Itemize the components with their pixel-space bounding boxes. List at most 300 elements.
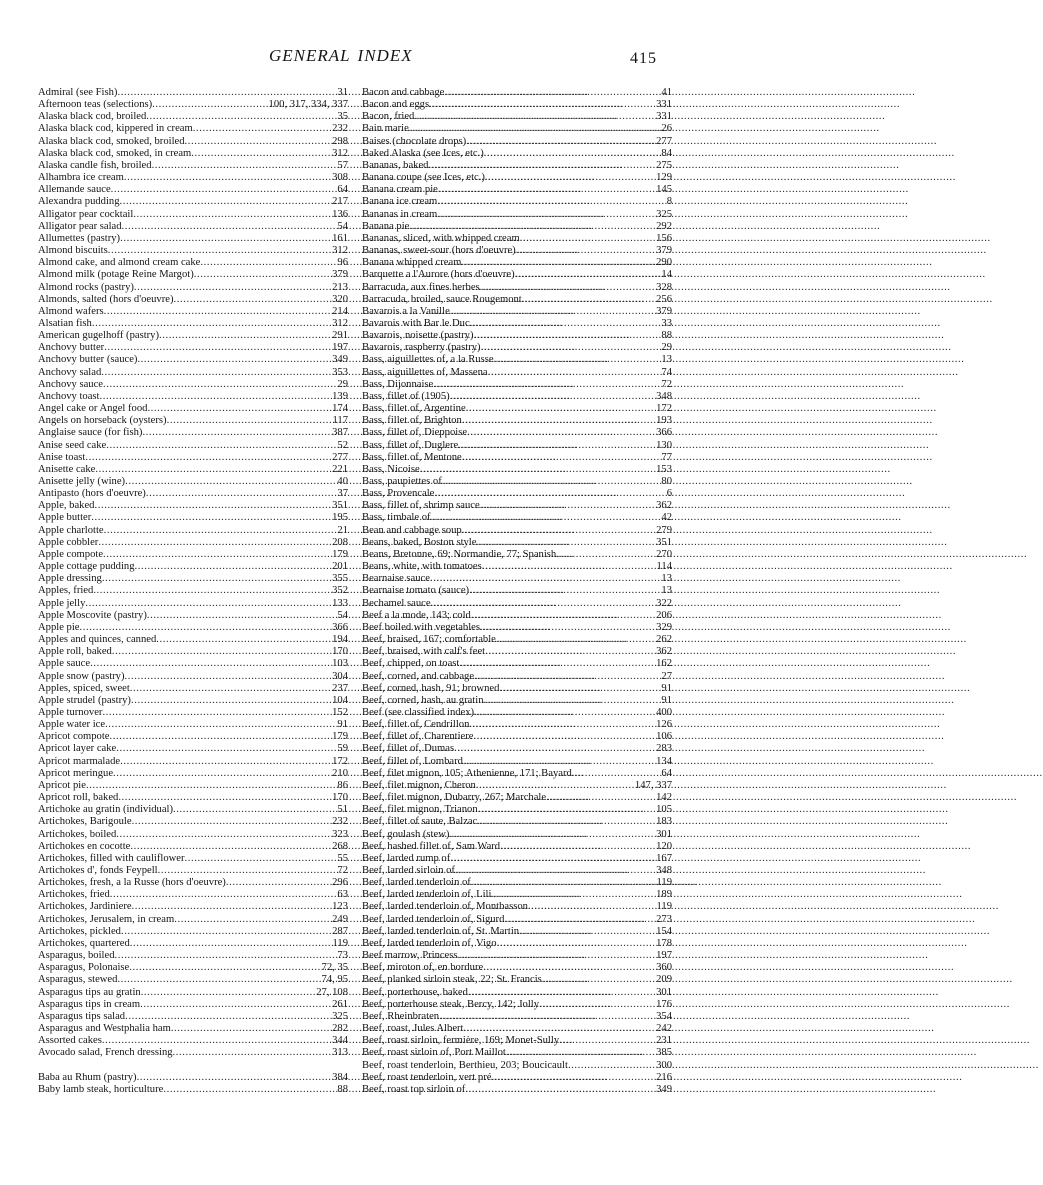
index-column-right	[362, 87, 672, 1096]
dot-leader	[171, 1023, 331, 1035]
entry-text: Beef, corned, hash, 91; browned	[362, 682, 500, 694]
index-entry	[38, 1035, 348, 1047]
entry-page-number: 126	[656, 719, 672, 731]
page-number: 415	[630, 50, 657, 67]
dot-leader	[474, 671, 660, 683]
entry-page-number: 8	[666, 196, 672, 208]
dot-leader	[185, 853, 337, 865]
index-entry	[38, 136, 348, 148]
dot-leader	[469, 719, 655, 731]
index-entry	[362, 184, 672, 196]
dot-leader	[120, 196, 332, 208]
index-entry	[362, 780, 672, 792]
index-entry	[362, 415, 672, 427]
index-entry	[38, 269, 348, 281]
index-entry	[362, 950, 672, 962]
dot-leader	[450, 306, 655, 318]
dot-leader	[167, 415, 332, 427]
index-entry	[38, 683, 348, 695]
entry-text: Apples and quinces, canned	[38, 634, 157, 646]
dot-leader	[110, 889, 337, 901]
index-entry	[38, 865, 348, 877]
entry-page-number: 13	[661, 573, 672, 585]
index-entry	[362, 367, 672, 379]
dot-leader	[471, 877, 656, 889]
entry-text: Beef, fillet of, Dumas	[362, 743, 455, 755]
entry-page-number: 42	[661, 512, 672, 524]
index-entry	[38, 111, 348, 123]
entry-page-number: 355	[332, 573, 348, 585]
dot-leader	[542, 974, 655, 986]
dot-leader	[112, 646, 331, 658]
dot-leader	[122, 221, 337, 233]
dot-leader	[478, 804, 655, 816]
entry-text: Artichokes, filled with cauliflower	[38, 852, 185, 864]
index-entry	[362, 1023, 672, 1035]
dot-leader	[491, 889, 655, 901]
index-entry	[362, 683, 672, 695]
dot-leader	[110, 731, 332, 743]
entry-text: Beef, corned, hash, au gratin	[362, 694, 484, 706]
dot-leader	[92, 318, 331, 330]
index-entry	[362, 1047, 672, 1059]
entry-text: Apple sauce	[38, 658, 91, 670]
dot-leader	[125, 1011, 331, 1023]
entry-page-number: 283	[656, 743, 672, 755]
index-entry	[362, 829, 672, 841]
dot-leader	[437, 209, 655, 221]
entry-page-number: 31	[337, 87, 348, 98]
entry-page-number: 129	[656, 172, 672, 184]
entry-page-number: 360	[656, 962, 672, 974]
dot-leader	[434, 488, 665, 500]
index-entry	[362, 598, 672, 610]
entry-text: Bananas in cream	[362, 208, 438, 220]
dot-leader	[467, 427, 655, 439]
entry-text: Alligator pear salad	[38, 220, 122, 232]
dot-leader	[116, 829, 331, 841]
dot-leader	[463, 756, 655, 768]
entry-text: Almond biscuits	[38, 245, 108, 257]
entry-page-number: 213	[332, 281, 348, 293]
entry-page-number: 362	[656, 500, 672, 512]
dot-leader	[546, 792, 655, 804]
entry-page-number: 29	[337, 378, 348, 390]
index-entry	[38, 1023, 348, 1035]
entry-page-number: 221	[332, 463, 348, 475]
dot-leader	[111, 184, 337, 196]
entry-page-number: 21	[337, 524, 348, 536]
entry-text: Beef, hashed fillet of, Sam Ward	[362, 840, 501, 852]
index-entry	[362, 622, 672, 634]
dot-leader	[515, 269, 661, 281]
dot-leader	[91, 512, 331, 524]
index-entry	[38, 962, 348, 974]
dot-leader	[471, 610, 655, 622]
dot-leader	[137, 354, 331, 366]
entry-page-number: 287	[332, 925, 348, 937]
entry-text: Anchovy toast	[38, 390, 100, 402]
dot-leader	[420, 464, 655, 476]
entry-page-number: 400	[656, 706, 672, 718]
entry-text: Apple jelly	[38, 597, 86, 609]
entry-text: Almond wafers	[38, 305, 104, 317]
index-entry	[38, 926, 348, 938]
index-entry	[38, 1072, 348, 1084]
dot-leader	[102, 573, 331, 585]
dot-leader	[200, 257, 336, 269]
dot-leader	[173, 804, 336, 816]
index-entry	[362, 1035, 672, 1047]
entry-text: Artichokes, fried	[38, 889, 110, 901]
index-entry	[38, 658, 348, 670]
entry-page-number: 277	[656, 135, 672, 147]
entry-page-number: 91	[337, 719, 348, 731]
index-entry	[362, 330, 672, 342]
entry-page-number: 80	[661, 476, 672, 487]
entry-page-number: 88	[661, 330, 672, 342]
entry-text: Beef, larded rump of	[362, 852, 451, 864]
dot-leader	[118, 792, 331, 804]
index-entry	[362, 160, 672, 172]
entry-page-number: 104	[332, 694, 348, 706]
dot-leader	[141, 987, 316, 999]
dot-leader	[134, 282, 331, 294]
dot-leader	[85, 598, 331, 610]
dot-leader	[125, 476, 336, 488]
entry-text: Apricot marmalade	[38, 755, 121, 767]
index-entry	[362, 610, 672, 622]
entry-page-number: 242	[656, 1023, 672, 1035]
entry-page-number: 323	[332, 828, 348, 840]
entry-page-number: 41	[661, 87, 672, 98]
entry-page-number: 385	[656, 1047, 672, 1059]
index-entry	[362, 282, 672, 294]
entry-page-number: 328	[656, 281, 672, 293]
index-entry	[362, 111, 672, 123]
dot-leader	[95, 464, 331, 476]
index-entry	[38, 354, 348, 366]
dot-leader	[568, 1060, 655, 1072]
entry-text: Bavarois with Bar le Duc	[362, 317, 470, 329]
entry-page-number: 35	[337, 111, 348, 123]
entry-page-number: 216	[656, 1071, 672, 1083]
dot-leader	[85, 452, 331, 464]
entry-page-number: 351	[332, 500, 348, 512]
entry-page-number: 273	[656, 913, 672, 925]
index-entry	[38, 987, 348, 999]
entry-page-number: 312	[332, 317, 348, 329]
entry-text: Apple strudel (pastry)	[38, 694, 131, 706]
index-entry	[362, 257, 672, 269]
entry-page-number: 384	[332, 1071, 348, 1083]
dot-leader	[504, 914, 655, 926]
dot-leader	[461, 257, 655, 269]
entry-page-number: 348	[656, 865, 672, 876]
dot-leader	[431, 512, 661, 524]
entry-page-number: 206	[656, 609, 672, 621]
index-entry	[362, 719, 672, 731]
index-entry	[362, 671, 672, 683]
dot-leader	[480, 500, 655, 512]
entry-page-number: 134	[656, 755, 672, 767]
entry-text: Apple roll, baked	[38, 646, 112, 658]
entry-text: Apple charlotte	[38, 524, 104, 536]
entry-text: Banana coupe (see Ices, etc.)	[362, 172, 485, 184]
index-entry	[362, 342, 672, 354]
entry-text: Almond rocks (pastry)	[38, 281, 134, 293]
index-entry	[362, 658, 672, 670]
dot-leader	[497, 938, 656, 950]
entry-text: Artichokes, boiled	[38, 828, 117, 840]
index-entry	[38, 1084, 348, 1096]
index-entry	[362, 318, 672, 330]
index-entry	[38, 622, 348, 634]
index-entry	[362, 136, 672, 148]
index-entry	[38, 184, 348, 196]
entry-page-number: 268	[332, 840, 348, 852]
entry-page-number: 139	[332, 390, 348, 402]
entry-page-number: 189	[656, 889, 672, 901]
dot-leader	[444, 87, 660, 99]
index-entry	[362, 476, 672, 488]
dot-leader	[477, 816, 655, 828]
entry-page-number: 63	[337, 889, 348, 901]
dot-leader	[476, 780, 634, 792]
index-entry	[362, 549, 672, 561]
entry-text: Beef, larded tenderloin of	[362, 877, 471, 889]
entry-text: Beef, roast, Jules Albert	[362, 1023, 464, 1035]
entry-page-number: 91	[661, 694, 672, 706]
dot-leader	[450, 853, 655, 865]
entry-page-number: 54	[337, 220, 348, 232]
index-entry	[362, 221, 672, 233]
entry-text: Angel cake or Angel food	[38, 403, 148, 415]
dot-leader	[469, 585, 660, 597]
entry-text: Beef, corned, and cabbage	[362, 670, 475, 682]
entry-text: Banana pie	[362, 220, 410, 232]
index-entry	[362, 634, 672, 646]
entry-text: Apple water ice	[38, 719, 106, 731]
index-entry	[362, 1060, 672, 1072]
entry-text: Alexandra pudding	[38, 196, 120, 208]
entry-page-number: 379	[656, 245, 672, 257]
entry-page-number: 232	[332, 123, 348, 135]
entry-text: Beef boiled with vegetables	[362, 621, 480, 633]
dot-leader	[476, 537, 655, 549]
entry-page-number: 331	[656, 99, 672, 111]
entry-text: Apple turnover	[38, 706, 103, 718]
entry-text: Bass, timbale of	[362, 512, 431, 524]
index-entry	[38, 525, 348, 537]
entry-page-number: 6	[666, 488, 672, 500]
entry-page-number: 64	[337, 184, 348, 196]
dot-leader	[458, 950, 656, 962]
dot-leader	[104, 342, 331, 354]
index-entry	[38, 598, 348, 610]
entry-text: Asparagus, Polonaise	[38, 962, 130, 974]
entry-page-number: 106	[656, 731, 672, 743]
index-entry	[362, 148, 672, 160]
entry-text: Beef, larded tenderloin of, Lili	[362, 889, 492, 901]
entry-text: Alaska black cod, smoked, in cream	[38, 147, 192, 159]
entry-page-number: 214	[332, 305, 348, 317]
entry-page-number: 279	[656, 524, 672, 536]
dot-leader	[438, 184, 655, 196]
index-entry	[38, 87, 348, 99]
index-entry	[362, 768, 672, 780]
dot-leader	[121, 926, 331, 938]
section-gap	[38, 1060, 348, 1072]
entry-page-number: 348	[656, 390, 672, 402]
index-entry	[38, 1047, 348, 1059]
entry-text: Beef, larded sirloin of	[362, 865, 455, 876]
page-title: GENERAL INDEX	[269, 46, 413, 65]
index-entry	[38, 829, 348, 841]
dot-leader	[473, 731, 655, 743]
index-entry	[362, 464, 672, 476]
dot-leader	[86, 780, 336, 792]
dot-leader	[125, 671, 332, 683]
entry-text: Artichokes, Jerusalem, in cream	[38, 913, 175, 925]
entry-page-number: 208	[332, 536, 348, 548]
index-entry	[38, 196, 348, 208]
entry-page-number: 40	[337, 476, 348, 487]
entry-text: Beans, white, with tomatoes	[362, 561, 482, 573]
dot-leader	[191, 148, 331, 160]
index-entry	[362, 172, 672, 184]
entry-text: Beef, larded tenderloin of, St. Martin	[362, 925, 520, 937]
entry-page-number: 270	[656, 548, 672, 560]
index-entry	[362, 938, 672, 950]
dot-leader	[173, 1047, 332, 1059]
entry-page-number: 256	[656, 293, 672, 305]
dot-leader	[519, 926, 655, 938]
entry-page-number: 231	[656, 1035, 672, 1047]
entry-page-number: 152	[332, 706, 348, 718]
entry-text: Beef, miroton of, en bordure	[362, 962, 484, 974]
dot-leader	[102, 1035, 331, 1047]
entry-text: Beef, filet mignon, Dubarry, 267; Marchale	[362, 792, 547, 804]
dot-leader	[101, 367, 331, 379]
entry-page-number: 72	[661, 378, 672, 390]
index-entry	[38, 743, 348, 755]
dot-leader	[484, 148, 661, 160]
dot-leader	[433, 379, 660, 391]
index-entry	[362, 306, 672, 318]
dot-leader	[194, 269, 331, 281]
index-entry	[362, 1072, 672, 1084]
entry-text: Beef, larded tenderloin of, Montbasson	[362, 901, 528, 913]
dot-leader	[450, 391, 655, 403]
index-entry	[38, 999, 348, 1011]
entry-page-number: 193	[656, 415, 672, 427]
entry-text: Anchovy butter	[38, 342, 105, 354]
entry-text: Almond milk (potage Reine Margot)	[38, 269, 194, 281]
index-entry	[38, 367, 348, 379]
dot-leader	[414, 111, 655, 123]
dot-leader	[462, 525, 655, 537]
entry-text: Beef, chipped, on toast	[362, 658, 460, 670]
entry-text: Banana cream pie	[362, 184, 438, 196]
entry-page-number: 74	[661, 366, 672, 378]
dot-leader	[409, 221, 655, 233]
dot-leader	[156, 634, 331, 646]
index-entry	[38, 804, 348, 816]
entry-page-number: 153	[656, 463, 672, 475]
dot-leader	[173, 294, 331, 306]
dot-leader	[459, 658, 655, 670]
index-entry	[362, 999, 672, 1011]
index-entry	[38, 646, 348, 658]
entry-text: Apple compote	[38, 548, 104, 560]
dot-leader	[104, 525, 337, 537]
entry-text: Alaska black cod, broiled	[38, 111, 147, 123]
index-entry	[38, 476, 348, 488]
entry-page-number: 308	[332, 172, 348, 184]
entry-page-number: 237	[332, 682, 348, 694]
index-entry	[38, 780, 348, 792]
index-entry	[362, 573, 672, 585]
index-entry	[38, 877, 348, 889]
dot-leader	[462, 415, 655, 427]
dot-leader	[226, 877, 331, 889]
entry-text: Beef, goulash (stew)	[362, 828, 450, 840]
index-entry	[362, 731, 672, 743]
entry-page-number: 291	[332, 330, 348, 342]
entry-page-number: 91	[661, 682, 672, 694]
entry-text: Bavarois, raspberry (pastry)	[362, 342, 481, 354]
index-entry	[38, 391, 348, 403]
dot-leader	[146, 488, 337, 500]
entry-page-number: 161	[332, 232, 348, 244]
dot-leader	[409, 123, 661, 135]
entry-page-number: 379	[332, 269, 348, 281]
index-entry	[38, 768, 348, 780]
index-entry	[362, 512, 672, 524]
entry-text: Beef, fillet of, Charentiere	[362, 731, 474, 743]
entry-text: Bass, fillet of, Mentone	[362, 451, 462, 463]
entry-page-number: 54	[337, 609, 348, 621]
dot-leader	[193, 123, 331, 135]
entry-text: Bacon and eggs	[362, 99, 430, 111]
index-entry	[362, 841, 672, 853]
dot-leader	[137, 1072, 332, 1084]
dot-leader	[132, 901, 332, 913]
entry-text: Asparagus tips in cream	[38, 998, 141, 1010]
entry-page-number: 195	[332, 512, 348, 524]
index-entry	[38, 415, 348, 427]
index-entry	[362, 525, 672, 537]
entry-page-number: 86	[337, 779, 348, 791]
entry-text: Bass, fillet of, Duglere	[362, 439, 459, 451]
entry-text: Bavarois, noisette (pastry)	[362, 330, 474, 342]
dot-leader	[430, 573, 660, 585]
index-entry	[38, 792, 348, 804]
index-entry	[38, 123, 348, 135]
index-entry	[362, 379, 672, 391]
dot-leader	[152, 99, 267, 111]
entry-text: Alhambra ice cream	[38, 172, 124, 184]
entry-text: Bechamel sauce	[362, 597, 431, 609]
dot-leader	[152, 160, 337, 172]
dot-leader	[480, 282, 655, 294]
dot-leader	[132, 816, 332, 828]
dot-leader	[140, 999, 331, 1011]
entry-text: Anchovy butter (sauce)	[38, 354, 138, 366]
entry-text: Barracuda, broiled, sauce Rougemont	[362, 293, 522, 305]
index-entry	[38, 306, 348, 318]
